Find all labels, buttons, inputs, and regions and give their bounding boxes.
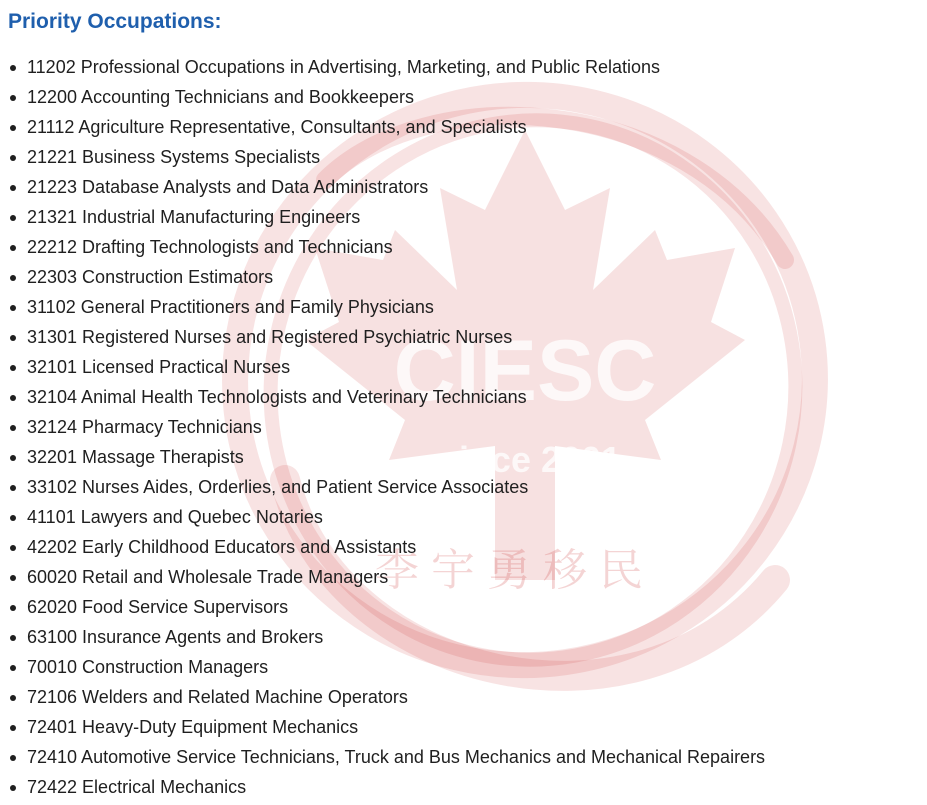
list-item <box>0 772 765 802</box>
occupation-label: 42202 Early Childhood Educators and Assistants <box>27 537 417 557</box>
bullet-icon <box>10 365 16 371</box>
list-item <box>0 472 765 502</box>
occupation-label: 31102 General Practitioners and Family Physicians <box>27 297 434 317</box>
occupation-label: 12200 Accounting Technicians and Bookkeepers <box>27 87 414 107</box>
bullet-icon <box>10 605 16 611</box>
list-item <box>0 562 765 592</box>
bullet-icon <box>10 65 16 71</box>
bullet-icon <box>10 665 16 671</box>
bullet-icon <box>10 95 16 101</box>
list-item <box>0 652 765 682</box>
occupation-label: 63100 Insurance Agents and Brokers <box>27 627 324 647</box>
bullet-icon <box>10 245 16 251</box>
watermark-chinese: 李宇勇移民 <box>375 545 655 596</box>
page-title: Priority Occupations: <box>8 10 222 33</box>
occupation-label: 21223 Database Analysts and Data Administrators <box>27 177 429 197</box>
list-item <box>0 112 765 142</box>
occupation-label: 32124 Pharmacy Technicians <box>27 417 262 437</box>
bullet-icon <box>10 305 16 311</box>
list-item <box>0 442 765 472</box>
list-item <box>0 142 765 172</box>
occupation-label: 70010 Construction Managers <box>27 657 269 677</box>
list-item <box>0 502 765 532</box>
list-item <box>0 682 765 712</box>
bullet-icon <box>10 725 16 731</box>
bullet-icon <box>10 455 16 461</box>
occupation-label: 32201 Massage Therapists <box>27 447 244 467</box>
bullet-icon <box>10 635 16 641</box>
occupation-label: 41101 Lawyers and Quebec Notaries <box>27 507 323 527</box>
bullet-icon <box>10 485 16 491</box>
occupation-label: 72422 Electrical Mechanics <box>27 777 247 797</box>
list-item <box>0 232 765 262</box>
bullet-icon <box>10 125 16 131</box>
list-item <box>0 322 765 352</box>
watermark-brand: CIESC <box>393 323 657 419</box>
list-item <box>0 412 765 442</box>
bullet-icon <box>10 395 16 401</box>
bullet-icon <box>10 575 16 581</box>
occupation-label: 33102 Nurses Aides, Orderlies, and Patient Service Associates <box>27 477 529 497</box>
list-item <box>0 532 765 562</box>
occupation-label: 22303 Construction Estimators <box>27 267 274 287</box>
list-item <box>0 262 765 292</box>
occupation-label: 21221 Business Systems Specialists <box>27 147 321 167</box>
list-item <box>0 52 765 82</box>
occupation-label: 72106 Welders and Related Machine Operators <box>27 687 408 707</box>
bullet-icon <box>10 695 16 701</box>
occupation-label: 22212 Drafting Technologists and Technicians <box>27 237 393 257</box>
occupation-label: 32104 Animal Health Technologists and Veterinary Technicians <box>27 387 527 407</box>
bullet-icon <box>10 425 16 431</box>
list-item <box>0 202 765 232</box>
bullet-icon <box>10 215 16 221</box>
occupation-list <box>0 52 765 802</box>
bullet-icon <box>10 545 16 551</box>
list-item <box>0 592 765 622</box>
list-item <box>0 742 765 772</box>
bullet-icon <box>10 335 16 341</box>
list-item <box>0 352 765 382</box>
occupation-label: 72401 Heavy-Duty Equipment Mechanics <box>27 717 359 737</box>
watermark-since: since 2001 <box>438 439 622 480</box>
bullet-icon <box>10 785 16 791</box>
bullet-icon <box>10 275 16 281</box>
occupation-label: 60020 Retail and Wholesale Trade Managers <box>27 567 389 587</box>
occupation-label: 21112 Agriculture Representative, Consultants, and Specialists <box>27 117 527 137</box>
occupation-label: 32101 Licensed Practical Nurses <box>27 357 291 377</box>
bullet-icon <box>10 155 16 161</box>
occupation-label: 31301 Registered Nurses and Registered Psychiatric Nurses <box>27 327 513 347</box>
list-item <box>0 622 765 652</box>
bullet-icon <box>10 755 16 761</box>
list-item <box>0 292 765 322</box>
list-item <box>0 82 765 112</box>
bullet-icon <box>10 185 16 191</box>
list-item <box>0 712 765 742</box>
list-item <box>0 172 765 202</box>
occupation-label: 72410 Automotive Service Technicians, Truck and Bus Mechanics and Mechanical Repairers <box>27 747 766 767</box>
occupation-label: 21321 Industrial Manufacturing Engineers <box>27 207 361 227</box>
bullet-icon <box>10 515 16 521</box>
occupation-label: 11202 Professional Occupations in Advertising, Marketing, and Public Relations <box>27 57 661 77</box>
occupation-label: 62020 Food Service Supervisors <box>27 597 289 617</box>
list-item <box>0 382 765 412</box>
